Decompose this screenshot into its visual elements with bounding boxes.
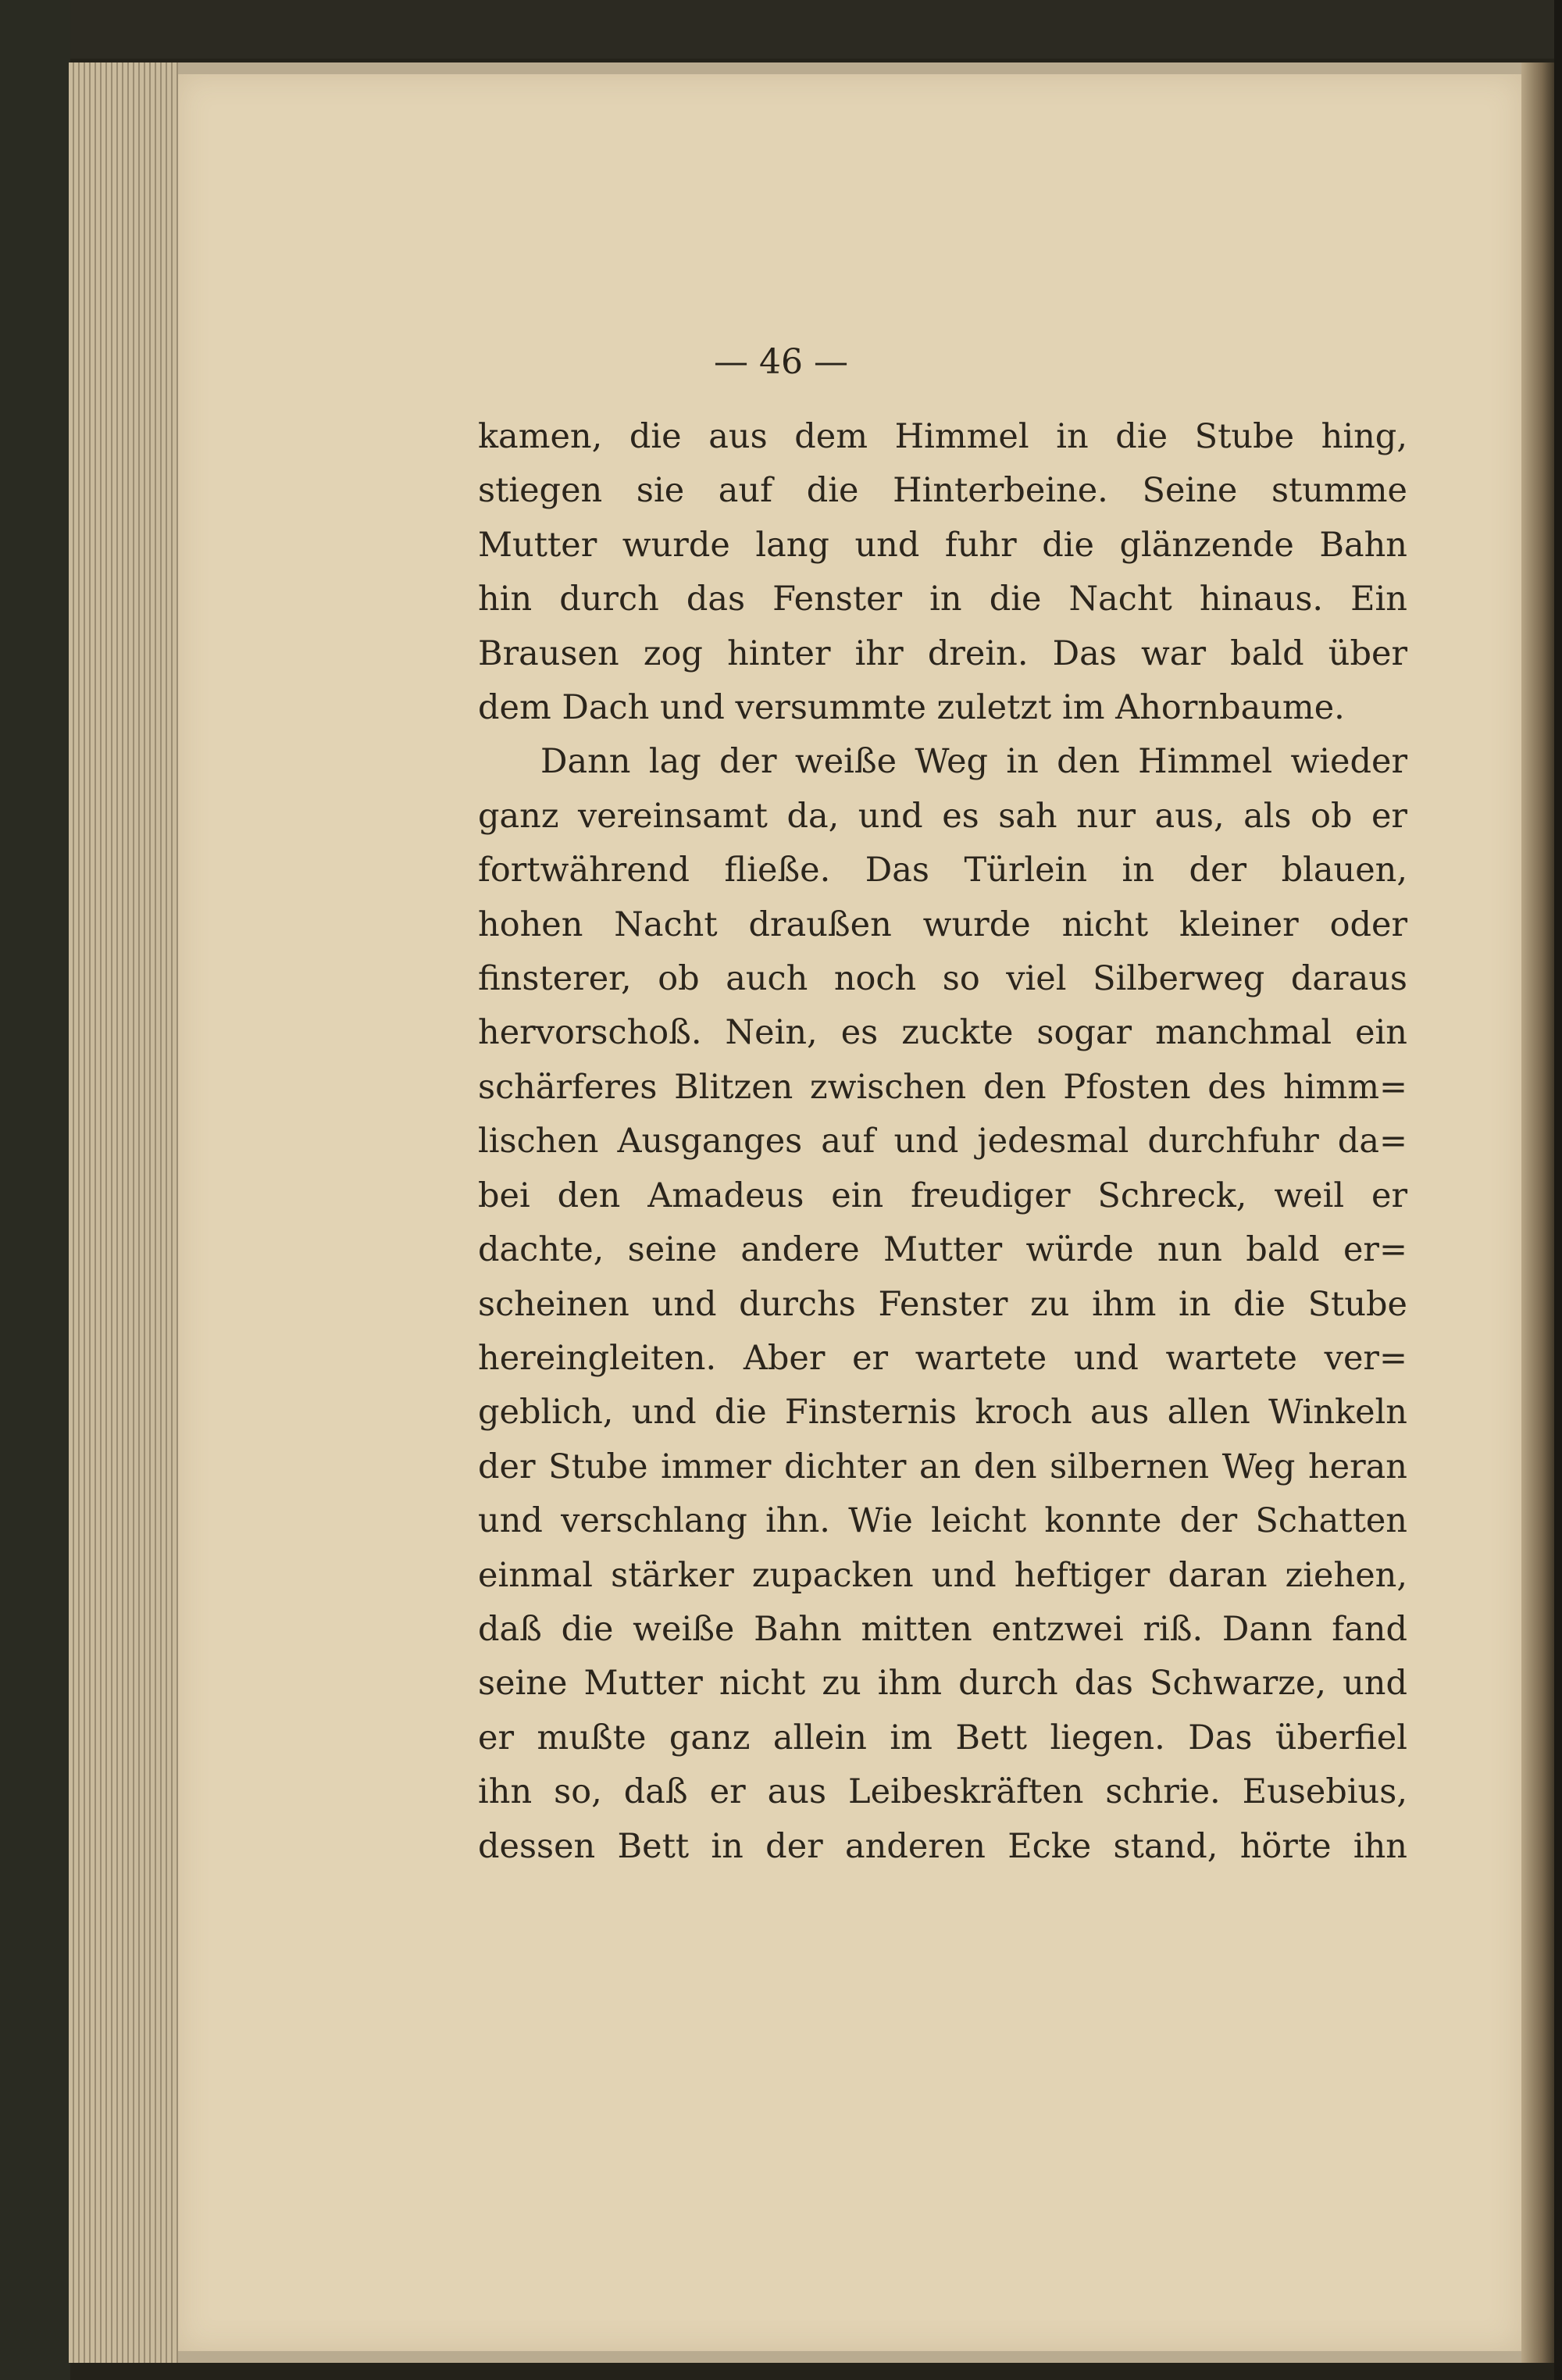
text-line: seine Mutter nicht zu ihm durch das Schwarze, und — [478, 1664, 1407, 1704]
text-line: er mußte ganz allein im Bett liegen. Das überfiel — [478, 1718, 1407, 1757]
text-line: ganz vereinsamt da, und es sah nur aus, als ob er — [478, 796, 1407, 836]
text-line: hervorschoß. Nein, es zuckte sogar manchmal ein — [478, 1013, 1407, 1053]
text-line: dachte, seine andere Mutter würde nun bald er= — [478, 1230, 1407, 1270]
text-line: hohen Nacht draußen wurde nicht kleiner oder — [478, 905, 1407, 944]
book-cover-right — [1554, 0, 1562, 2380]
book-cover-left — [0, 0, 70, 2380]
text-line: ihn so, daß er aus Leibeskräften schrie. Eusebius, — [478, 1772, 1407, 1812]
text-line: lischen Ausganges auf und jedesmal durchfuhr da= — [478, 1122, 1407, 1161]
text-line: der Stube immer dichter an den silbernen Weg heran — [478, 1447, 1407, 1486]
text-line: bei den Amadeus ein freudiger Schreck, weil er — [478, 1176, 1407, 1215]
text-line: dessen Bett in der anderen Ecke stand, hörte ihn — [478, 1826, 1407, 1866]
text-line: kamen, die aus dem Himmel in die Stube hing, — [478, 417, 1407, 456]
book-cover-top — [0, 0, 1562, 59]
text-line: geblich, und die Finsternis kroch aus allen Winkeln — [478, 1393, 1407, 1433]
text-line: schärferes Blitzen zwischen den Pfosten des himm= — [478, 1067, 1407, 1107]
text-line: dem Dach und versummte zuletzt im Ahornbaume. — [478, 688, 1345, 728]
page-edges — [69, 62, 178, 2363]
text-line: finsterer, ob auch noch so viel Silberweg daraus — [478, 959, 1407, 999]
text-line: hin durch das Fenster in die Nacht hinaus. Ein — [478, 580, 1407, 619]
text-line: und verschlang ihn. Wie leicht konnte der Schatten — [478, 1501, 1407, 1541]
text-line: hereingleiten. Aber er wartete und wartete ver= — [478, 1338, 1407, 1378]
text-line: daß die weiße Bahn mitten entzwei riß. Dann fand — [478, 1609, 1407, 1649]
text-line: Dann lag der weiße Weg in den Himmel wieder — [540, 742, 1407, 782]
text-line: Brausen zog hinter ihr drein. Das war bald über — [478, 633, 1407, 673]
book-gutter — [1521, 62, 1556, 2363]
body-text — [478, 410, 1407, 1874]
text-line: einmal stärker zupacken und heftiger daran ziehen, — [478, 1555, 1407, 1595]
page-number: — 46 — — [714, 342, 848, 382]
text-line: stiegen sie auf die Hinterbeine. Seine stumme — [478, 471, 1407, 511]
text-line: Mutter wurde lang und fuhr die glänzende Bahn — [478, 525, 1407, 565]
text-line: scheinen und durchs Fenster zu ihm in die Stube — [478, 1284, 1407, 1324]
text-line: fortwährend fließe. Das Türlein in der blauen, — [478, 851, 1407, 890]
